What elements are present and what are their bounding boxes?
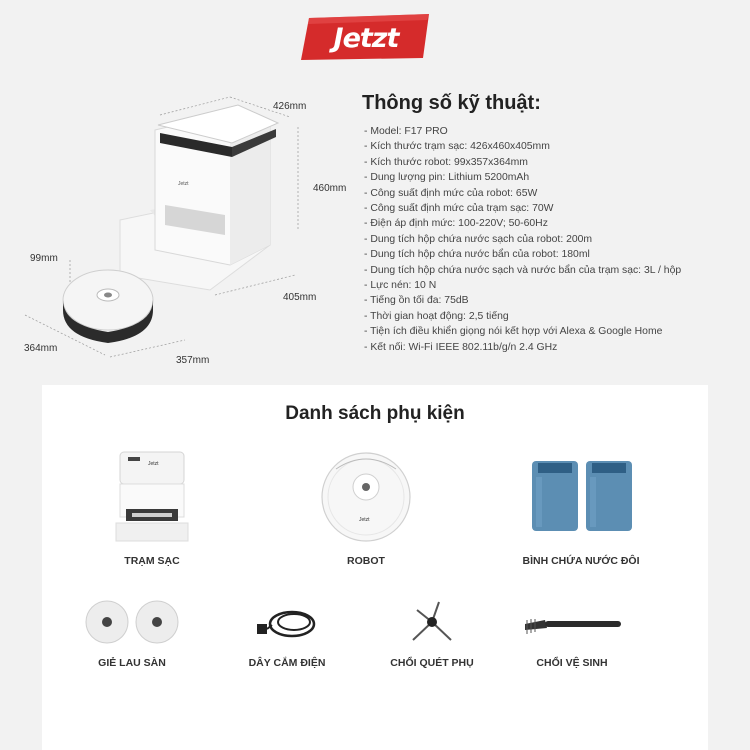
accessory-label: BÌNH CHỨA NƯỚC ĐÔI [522,555,640,567]
charging-station-icon [112,447,192,547]
water-tanks-icon [526,447,636,547]
svg-text:Jetzt: Jetzt [178,181,189,187]
spec-item: - Công suất định mức của robot: 65W [364,187,538,199]
spec-item: - Lực nén: 10 N [364,280,437,292]
dim-robot-height: 99mm [30,253,58,264]
accessory-label: ROBOT [347,555,385,567]
dim-station-depth: 405mm [283,292,317,303]
station-mini-logo: Jetzt [148,461,159,467]
accessory-robot [286,447,446,567]
spec-item: - Dung tích hộp chứa nước sạch của robot: 200m [364,233,593,245]
cleaning-brush-icon [517,600,627,645]
side-brush-icon [407,600,457,645]
brand-logo [299,12,433,62]
spec-item: - Kích thước trạm sạc: 426x460x405mm [364,141,550,153]
accessory-label: CHỔI VỆ SINH [536,657,608,669]
robot-mini-logo: Jetzt [359,517,370,523]
product-dimension-figure [0,85,360,375]
spec-item: - Kích thước robot: 99x357x364mm [364,156,528,168]
spec-item: - Dung lượng pin: Lithium 5200mAh [364,172,530,184]
spec-item: - Công suất định mức của trạm sạc: 70W [364,203,554,215]
dim-station-height: 460mm [313,183,347,194]
accessory-cleaning-brush [512,600,632,669]
power-cord-icon [252,600,322,645]
spec-item: - Dung tích hộp chứa nước sạch và nước bẩn của trạm sạc: 3L / hộp [364,264,682,276]
accessory-side-brush [372,600,492,669]
spec-item: - Tiện ích điều khiển giọng nói kết hợp với Alexa & Google Home [364,326,663,338]
spec-item: - Model: F17 PRO [364,126,448,137]
accessories-title: Danh sách phụ kiện [285,403,465,424]
specs-list [364,124,681,355]
accessory-power-cord [227,600,347,669]
accessory-label: TRẠM SẠC [124,555,180,567]
dim-robot-width: 357mm [176,355,210,366]
spec-item: - Thời gian hoạt động: 2,5 tiếng [364,310,509,322]
dim-station-width: 426mm [273,101,307,112]
spec-item: - Kết nối: Wi-Fi IEEE 802.11b/g/n 2.4 GHz [364,341,558,353]
mop-pads-icon [82,600,182,645]
accessory-mop-pads [62,600,202,669]
spec-item: - Điện áp định mức: 100-220V; 50-60Hz [364,218,548,230]
specs-title: Thông số kỹ thuật: [362,92,541,114]
spec-item: - Tiếng ồn tối đa: 75dB [364,295,469,307]
spec-item: - Dung tích hộp chứa nước bẩn của robot: 180ml [364,249,590,261]
accessory-water-tanks [501,447,661,567]
robot-station-illustration [0,85,360,375]
accessory-charging-station [72,447,232,567]
accessory-label: CHỔI QUÉT PHỤ [390,657,474,669]
logo-text: Jetzt [333,22,399,54]
accessories-panel [42,385,708,750]
dim-robot-depth: 364mm [24,343,58,354]
robot-icon [319,447,413,547]
accessory-label: DÂY CẮM ĐIỆN [248,657,326,669]
accessory-label: GIẺ LAU SÀN [98,657,166,669]
